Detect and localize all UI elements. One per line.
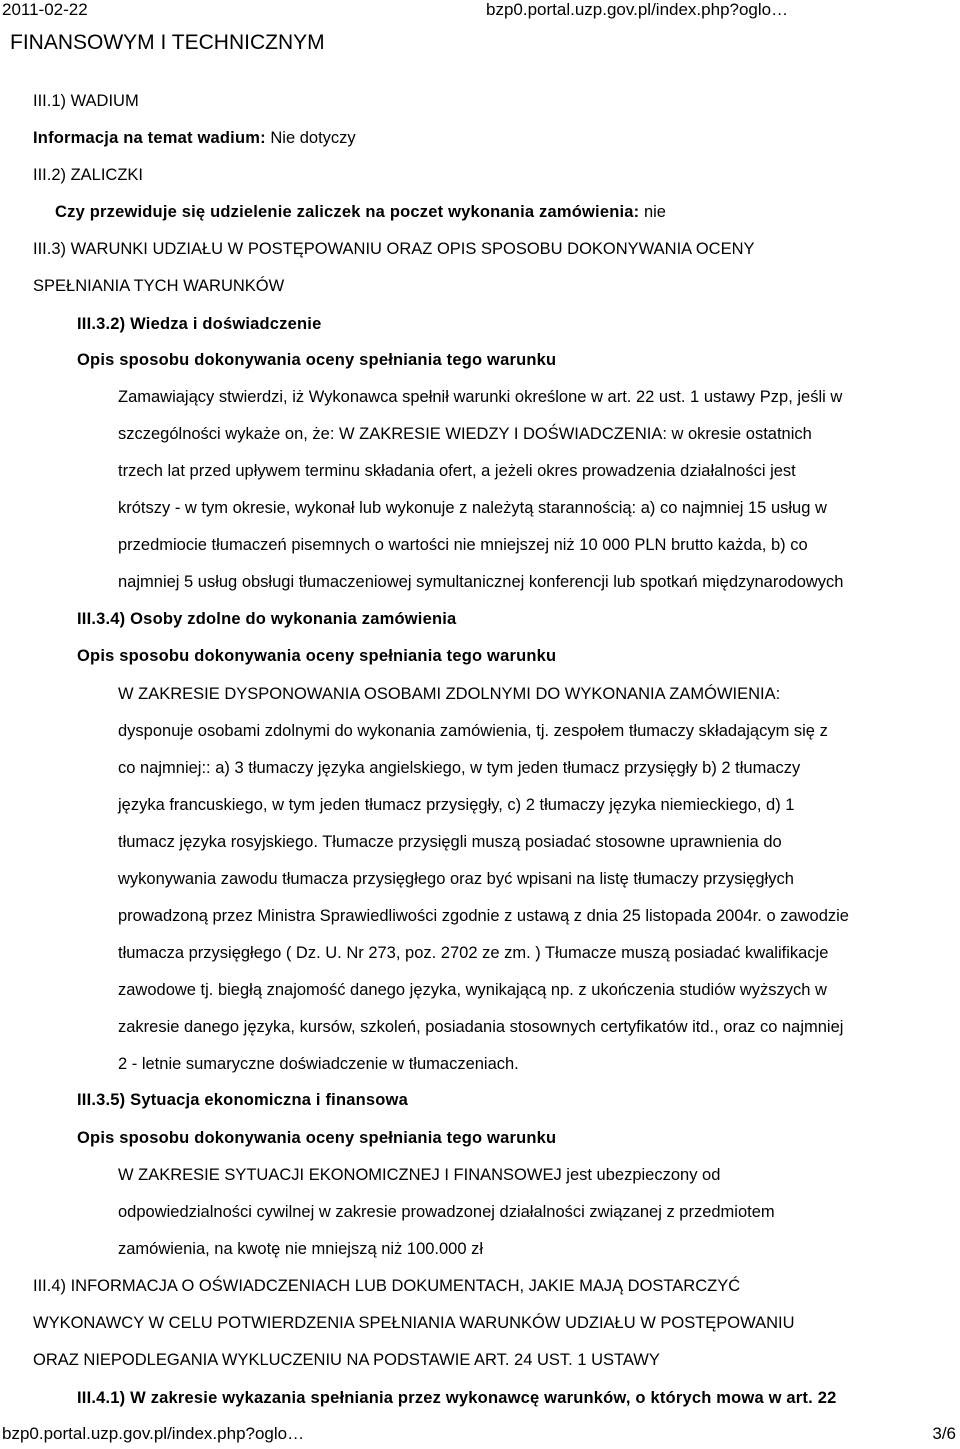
browser-print-footer: [0, 1424, 960, 1448]
zaliczki-row: [55, 201, 666, 223]
print-url: bzp0.portal.uzp.gov.pl/index.php?oglo…: [486, 0, 789, 19]
text-line: najmniej 5 usług obsługi tłumaczeniowej symultanicznej konferencji lub spotkań międzynarodowych: [118, 573, 844, 591]
text-line: zamówienia, na kwotę nie mniejszą niż 100.000 zł: [118, 1240, 484, 1258]
warunki-heading-line-2: SPEŁNIANIA TYCH WARUNKÓW: [33, 277, 285, 295]
text-line: przedmiocie tłumaczeń pisemnych o wartości nie mniejszej niż 10 000 PLN brutto każda, b) co: [118, 536, 808, 554]
text-line: prowadzoną przez Ministra Sprawiedliwości zgodnie z ustawą z dnia 25 listopada 2004r. o zawodzie: [118, 907, 849, 925]
wadium-heading: III.1) WADIUM: [33, 92, 139, 110]
text-line: szczególności wykaże on, że: W ZAKRESIE WIEDZY I DOŚWIADCZENIA: w okresie ostatnich: [118, 425, 812, 443]
wadium-value: Nie dotyczy: [270, 129, 356, 147]
ekon-opis-label: Opis sposobu dokonywania oceny spełniania tego warunku: [77, 1129, 557, 1147]
wadium-label: Informacja na temat wadium:: [33, 129, 266, 147]
text-line: trzech lat przed upływem terminu składania ofert, a jeżeli okres prowadzenia działalności jest: [118, 462, 796, 480]
ekon-heading: III.3.5) Sytuacja ekonomiczna i finansowa: [77, 1091, 408, 1109]
text-line: 2 - letnie sumaryczne doświadczenie w tłumaczeniach.: [118, 1055, 519, 1073]
wiedza-opis-label: Opis sposobu dokonywania oceny spełniania tego warunku: [77, 351, 557, 369]
text-line: odpowiedzialności cywilnej w zakresie prowadzonej działalności związanej z przedmiotem: [118, 1203, 775, 1221]
text-line: zawodowe tj. biegłą znajomość danego języka, wynikającą np. z ukończenia studiów wyższych w: [118, 981, 827, 999]
wadium-row: [33, 127, 356, 149]
osoby-opis-label: Opis sposobu dokonywania oceny spełniania tego warunku: [77, 647, 557, 665]
text-line: zakresie danego języka, kursów, szkoleń, posiadania stosownych certyfikatów itd., oraz co najmniej: [118, 1018, 844, 1036]
text-line: krótszy - w tym okresie, wykonał lub wykonuje z należytą starannością: a) co najmniej 15 usług w: [118, 499, 827, 517]
text-line: tłumacz języka rosyjskiego. Tłumacze przysięgli muszą posiadać stosowne uprawnienia do: [118, 833, 782, 851]
info-heading-line-2: WYKONAWCY W CELU POTWIERDZENIA SPEŁNIANIA WARUNKÓW UDZIAŁU W POSTĘPOWANIU: [33, 1314, 795, 1332]
page-number: 3/6: [932, 1424, 956, 1443]
text-line: dysponuje osobami zdolnymi do wykonania zamówienia, tj. zespołem tłumaczy składającym się z: [118, 722, 828, 740]
browser-print-header: [0, 0, 960, 24]
text-line: co najmniej:: a) 3 tłumaczy języka angielskiego, w tym jeden tłumacz przysięgły b) 2 tłumaczy: [118, 759, 801, 777]
wiedza-heading: III.3.2) Wiedza i doświadczenie: [77, 315, 322, 333]
info-sub-heading: III.4.1) W zakresie wykazania spełniania przez wykonawcę warunków, o których mowa w art. 22: [77, 1389, 837, 1407]
warunki-heading-line-1: III.3) WARUNKI UDZIAŁU W POSTĘPOWANIU ORAZ OPIS SPOSOBU DOKONYWANIA OCENY: [33, 240, 755, 258]
text-line: języka francuskiego, w tym jeden tłumacz przysięgły, c) 2 tłumaczy języka niemieckiego, d) 1: [118, 796, 795, 814]
section-title: FINANSOWYM I TECHNICZNYM: [10, 31, 325, 54]
print-date: 2011-02-22: [2, 0, 88, 19]
zaliczki-label: Czy przewiduje się udzielenie zaliczek na poczet wykonania zamówienia:: [55, 203, 640, 221]
text-line: W ZAKRESIE SYTUACJI EKONOMICZNEJ I FINANSOWEJ jest ubezpieczony od: [118, 1166, 721, 1184]
text-line: W ZAKRESIE DYSPONOWANIA OSOBAMI ZDOLNYMI DO WYKONANIA ZAMÓWIENIA:: [118, 685, 781, 703]
print-footer-url: bzp0.portal.uzp.gov.pl/index.php?oglo…: [2, 1424, 305, 1443]
info-heading-line-3: ORAZ NIEPODLEGANIA WYKLUCZENIU NA PODSTAWIE ART. 24 UST. 1 USTAWY: [33, 1351, 660, 1369]
text-line: Zamawiający stwierdzi, iż Wykonawca spełnił warunki określone w art. 22 ust. 1 ustawy Pzp, jeśli w: [118, 388, 843, 406]
info-heading-line-1: III.4) INFORMACJA O OŚWIADCZENIACH LUB DOKUMENTACH, JAKIE MAJĄ DOSTARCZYĆ: [33, 1277, 741, 1295]
text-line: wykonywania zawodu tłumacza przysięgłego oraz być wpisani na listę tłumaczy przysięgłych: [118, 870, 794, 888]
zaliczki-value: nie: [643, 203, 666, 221]
osoby-heading: III.3.4) Osoby zdolne do wykonania zamówienia: [77, 610, 457, 628]
zaliczki-heading: III.2) ZALICZKI: [33, 166, 144, 184]
text-line: tłumacza przysięgłego ( Dz. U. Nr 273, poz. 2702 ze zm. ) Tłumacze muszą posiadać kwalifikacje: [118, 944, 829, 962]
